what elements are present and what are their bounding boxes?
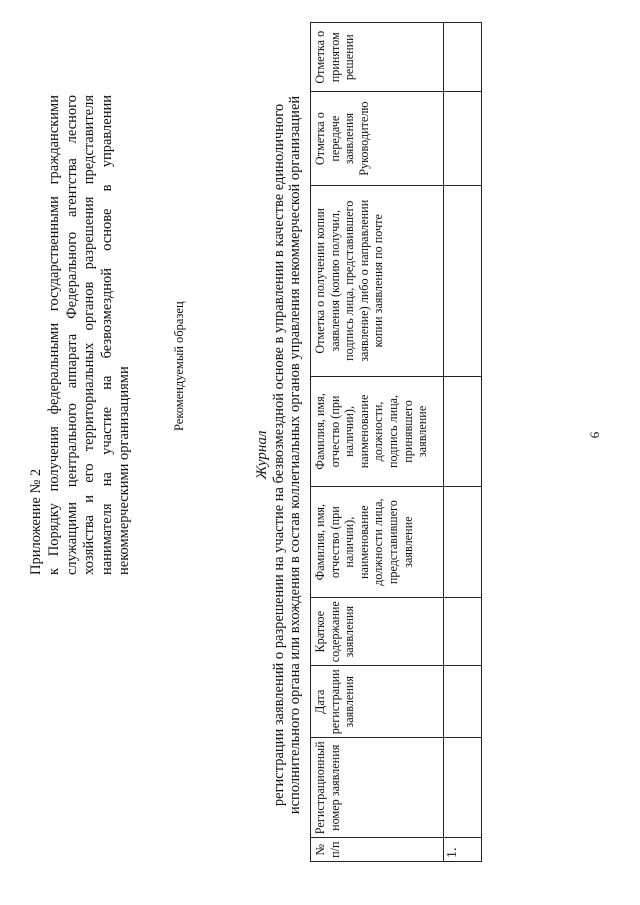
column-header: Дата регистрации заявления <box>311 666 444 738</box>
table-cell <box>444 376 482 486</box>
table-cell <box>444 666 482 738</box>
column-header: Краткое содержание заявления <box>311 598 444 666</box>
table-cell <box>444 598 482 666</box>
journal-heading: Журнал <box>254 430 270 480</box>
table-cell <box>444 185 482 376</box>
appendix-block <box>28 95 133 575</box>
column-header: Отметка о передаче заявления Руководителю <box>311 92 444 185</box>
table-row <box>444 23 482 862</box>
journal-title-line-2: исполнительного органа или вхождения в состав коллегиальных органов управления некоммерческой организацией <box>287 95 303 815</box>
journal-title-block <box>254 65 304 845</box>
appendix-text: к Порядку получения федеральными государственными гражданскими служащими центрального аппарата Федерального агентства лесного хозяйства и его территориальных органов разрешения представителя нанимателя на участие на безвозмездной основе в управлении некоммерческими организациями <box>46 95 133 575</box>
table-cell: 1. <box>444 838 482 862</box>
appendix-title: Приложение № 2 <box>28 468 44 575</box>
column-header: Отметка о принятом решении <box>311 23 444 92</box>
table-cell <box>444 92 482 185</box>
table-cell <box>444 738 482 838</box>
table-header-row <box>311 23 444 862</box>
column-header: Фамилия, имя, отчество (при наличии), наименование должности, подпись лица, принявшего заявление <box>311 376 444 486</box>
column-header: Фамилия, имя, отчество (при наличии), наименование должности лица, представившего заявление <box>311 487 444 598</box>
column-header: Отметка о получении копии заявления (копию получил, подпись лица, представившего заявление) либо о направлении копии заявления по почте <box>311 185 444 376</box>
column-header: Регистрационный номер заявления <box>311 738 444 838</box>
column-header: № п/п <box>311 838 444 862</box>
table-cell <box>444 23 482 92</box>
recommended-sample-label: Рекомендуемый образец <box>172 301 186 431</box>
table-cell <box>444 487 482 598</box>
journal-title-line-1: регистрации заявлений о разрешении на участие на безвозмездной основе в управлении в качестве единоличного <box>270 103 287 807</box>
page-number: 6 <box>587 431 602 439</box>
registration-table <box>310 22 482 862</box>
